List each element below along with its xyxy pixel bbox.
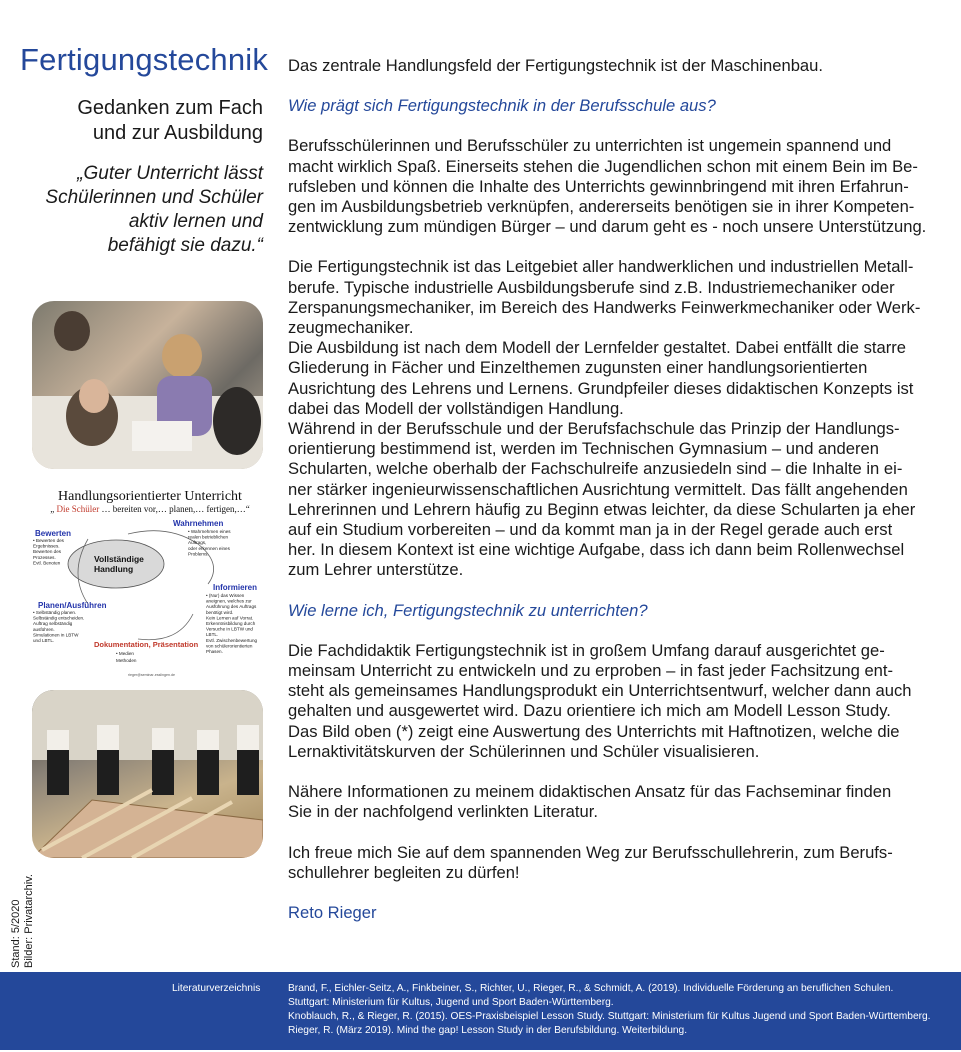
text-line: Schularten, welche oberhalb der Fachschulreife anzusiedeln sind – die Inhalte in ei- [288, 459, 903, 479]
diagram-text-line: Prozesses. [33, 554, 56, 560]
diagram-text-line: Selbständig entscheiden. [33, 615, 85, 621]
text-line: Zerspanungsmechaniker, im Bereich des Handwerks Feinwerkmechaniker oder Werk- [288, 297, 921, 317]
diagram-text-line: Bewerten des [33, 549, 62, 555]
reference-line: Rieger, R. (März 2019). Mind the gap! Lesson Study in der Berufsbildung. Weiterbildung. [288, 1025, 688, 1036]
text-line: her. In diesem Kontext ist eine wichtige Aufgabe, dass ich dann beim Rollenwechsel [288, 540, 905, 560]
bewerten-heading: Bewerten [35, 529, 72, 538]
paragraph-2 [288, 257, 933, 580]
intro-paragraph: Das zentrale Handlungsfeld der Fertigungstechnik ist der Maschinenbau. [288, 56, 823, 75]
paragraph-1 [288, 136, 933, 237]
diagram-text-line: Evtl. Zwischenbewertung [206, 637, 258, 643]
diagram-text-line: Kein Lernen auf Vorrat. [206, 615, 254, 621]
text-line: Während in der Berufsschule und der Berufsfachschule das Prinzip der Handlungs- [288, 419, 900, 439]
diagram-text-line: oder erkennen eines [188, 545, 230, 551]
text-line: zum Lehrer unterstütze. [288, 560, 464, 580]
paragraph-5 [288, 843, 933, 883]
diagram-text-line: realen betrieblichen [188, 534, 229, 540]
text-line: Nähere Informationen zu meinem didaktischen Ansatz für das Fachseminar finden [288, 782, 892, 802]
text-line: Sie in der nachfolgend verlinkten Literatur. [288, 802, 598, 822]
text-line: orientierung bestimmend ist, werden im Technischen Gymnasium – und anderen [288, 439, 879, 459]
diagram-text-line: benötigt wird. [206, 609, 234, 615]
diagram-text-line: Auftrag selbständig [33, 621, 73, 627]
text-line: gehalten und ausgewertet wird. Dazu orientiere ich mich am Modell Lesson Study. [288, 701, 891, 721]
diagram-subtitle: „ Die Schüler … bereiten vor,… planen,… fertigen,…“ [50, 504, 250, 514]
diagram-text-line: • Wahrnehmen eines [188, 529, 231, 534]
diagram-text-line: Simulationen in LBTW [33, 632, 79, 638]
diagram-text-line: Phasen. [206, 649, 223, 654]
page-title: Fertigungstechnik [20, 42, 269, 77]
text-line: Lernaktivitätskurven der Schülerinnen und Schüler visualisieren. [288, 741, 760, 761]
diagram-text-line: Erkenntnisbildung durch [206, 621, 256, 626]
stand-note: Stand: 5/2020 Bilder: Privatarchiv. [10, 874, 35, 968]
text-line: Gliederung in Fächer und Einzelthemen zugunsten einer handlungsorientierten [288, 358, 868, 378]
text-line: Die Fertigungstechnik ist das Leitgebiet aller handwerklichen und industriellen Metall- [288, 257, 914, 277]
text-line: Ich freue mich Sie auf dem spannenden Weg zur Berufsschullehrerin, zum Berufs- [288, 842, 893, 862]
text-line: meinsam Unterricht zu entwickeln und zu erproben – in fast jeder Fachsitzung ent- [288, 661, 894, 681]
diagram-text-line: aneignen, welches zur [206, 598, 252, 604]
diagram-text-line: und LBTL. [33, 638, 55, 643]
center-line1: Vollständige [94, 554, 144, 564]
footer-references [0, 972, 961, 1050]
text-line: auf ein Studium vorbereiten – und da kommt man ja in der Regel gerade auch erst [288, 520, 893, 540]
subtitle: Gedanken zum Fach und zur Ausbildung [77, 97, 263, 144]
text-line: ner stärker ingenieurwissenschaftlichen Ausrichtung vermittelt. Das fällt angehenden [288, 479, 908, 499]
text-line: Die Ausbildung ist nach dem Modell der Lernfelder gestaltet. Dabei entfällt die starre [288, 338, 907, 358]
diagram-text-line: von schülerorientierten [206, 643, 253, 649]
paragraph-3 [288, 641, 933, 762]
classroom-photo [32, 301, 263, 469]
references-label: Literaturverzeichnis [172, 983, 261, 994]
text-line: Berufsschülerinnen und Berufsschüler zu unterrichten ist ungemein spannend und [288, 136, 892, 156]
diagram-text-line: Auftrags, [188, 540, 207, 546]
quote: „Guter Unterricht lässt Schülerinnen und Schüler aktiv lernen und befähigt sie dazu.“ [45, 163, 263, 256]
references-list [288, 982, 948, 1038]
main-text [288, 56, 933, 923]
diagram-text-line: Evtl. Benoten [33, 560, 61, 566]
text-line: Das Bild oben (*) zeigt eine Auswertung des Unterrichts mit Haftnotizen, welche die [288, 721, 900, 741]
signature: Reto Rieger [288, 902, 377, 922]
text-line: berufe. Typische industrielle Ausbildungsberufe sind z.B. Industriemechaniker oder [288, 277, 895, 297]
planen-heading: Planen/Ausführen [38, 601, 107, 610]
diagram-text-line: Ergebnisses. [33, 543, 60, 549]
text-line: zentwicklung zum mündigen Bürger – und darum geht es - noch unsere Unterstützung. [288, 217, 927, 237]
paragraph-4 [288, 782, 933, 822]
text-line: macht wirklich Spaß. Einerseits stehen die Jugendlichen schon mit einem Bein im Be- [288, 156, 918, 176]
question-2: Wie lerne ich, Fertigungstechnik zu unterrichten? [288, 600, 648, 620]
doku-heading: Dokumentation, Präsentation [94, 640, 199, 649]
workshop-photo [32, 690, 263, 858]
reference-line: Stuttgart: Ministerium für Kultus, Jugend und Sport Baden-Württemberg. [288, 997, 614, 1008]
text-line: Ausrichtung des Lehrens und Lernens. Grundpfeiler dieses didaktischen Konzepts ist [288, 378, 914, 398]
diagram-text-line: Problems. [188, 551, 209, 557]
text-line: zeugmechaniker. [288, 318, 414, 338]
informieren-heading: Informieren [213, 583, 258, 592]
diagram-text-line: Versuche in LBTW und [206, 626, 253, 632]
diagram-text-line: • (Nur) das Wissen [206, 593, 245, 598]
wahrnehmen-heading: Wahrnehmen [173, 519, 224, 528]
text-line: Lehrerinnen und Lehrern häufig zu Beginn etwas leichter, da diese Schularten ja eher [288, 499, 916, 519]
question-1: Wie prägt sich Fertigungstechnik in der Berufsschule aus? [288, 96, 716, 116]
diagram-footnote: rieger@seminar-esslingen.de [128, 673, 175, 677]
reference-line: Brand, F., Eichler-Seitz, A., Finkbeiner, S., Richter, U., Rieger, R., & Schmidt, A. (2019). Individuelle Förderung an beruflichen Schulen. [288, 983, 894, 994]
complete-action-diagram [28, 484, 268, 684]
text-line: Die Fachdidaktik Fertigungstechnik ist in großem Umfang darauf ausgerichtet ge- [288, 640, 885, 660]
text-line: steht als gemeinsames Handlungsprodukt ein Unterrichtsentwurf, welcher dann auch [288, 681, 912, 701]
text-line: gen im Ausbildungsbetrieb verknüpfen, andererseits benötigen sie in ihrer Kompeten- [288, 197, 915, 217]
diagram-text-line: Ausführung des Auftrags [206, 604, 257, 610]
diagram-text-line: LBTL. [206, 632, 219, 638]
diagram-text-line: • Medien [116, 651, 134, 656]
diagram-text-line: • Selbständig planen. [33, 610, 77, 615]
diagram-text-line: ausführen. [33, 626, 55, 632]
diagram-text-line: • Bewerten des [33, 538, 64, 543]
text-line: rufsleben und können die Inhalte des Unterrichts gewinnbringend mit ihren Erfahrun- [288, 176, 909, 196]
center-line2: Handlung [94, 564, 134, 574]
diagram-text-line: Methoden [116, 658, 137, 663]
text-line: dabei das Modell der vollständigen Handlung. [288, 398, 624, 418]
reference-line: Knoblauch, R., & Rieger, R. (2015). OES-Praxisbeispiel Lesson Study. Stuttgart: Ministerium für Kultus Jugend und Sport Baden-Württemberg. [288, 1011, 931, 1022]
diagram-title: Handlungsorientierter Unterricht [58, 489, 242, 504]
text-line: schullehrer begleiten zu dürfen! [288, 862, 520, 882]
